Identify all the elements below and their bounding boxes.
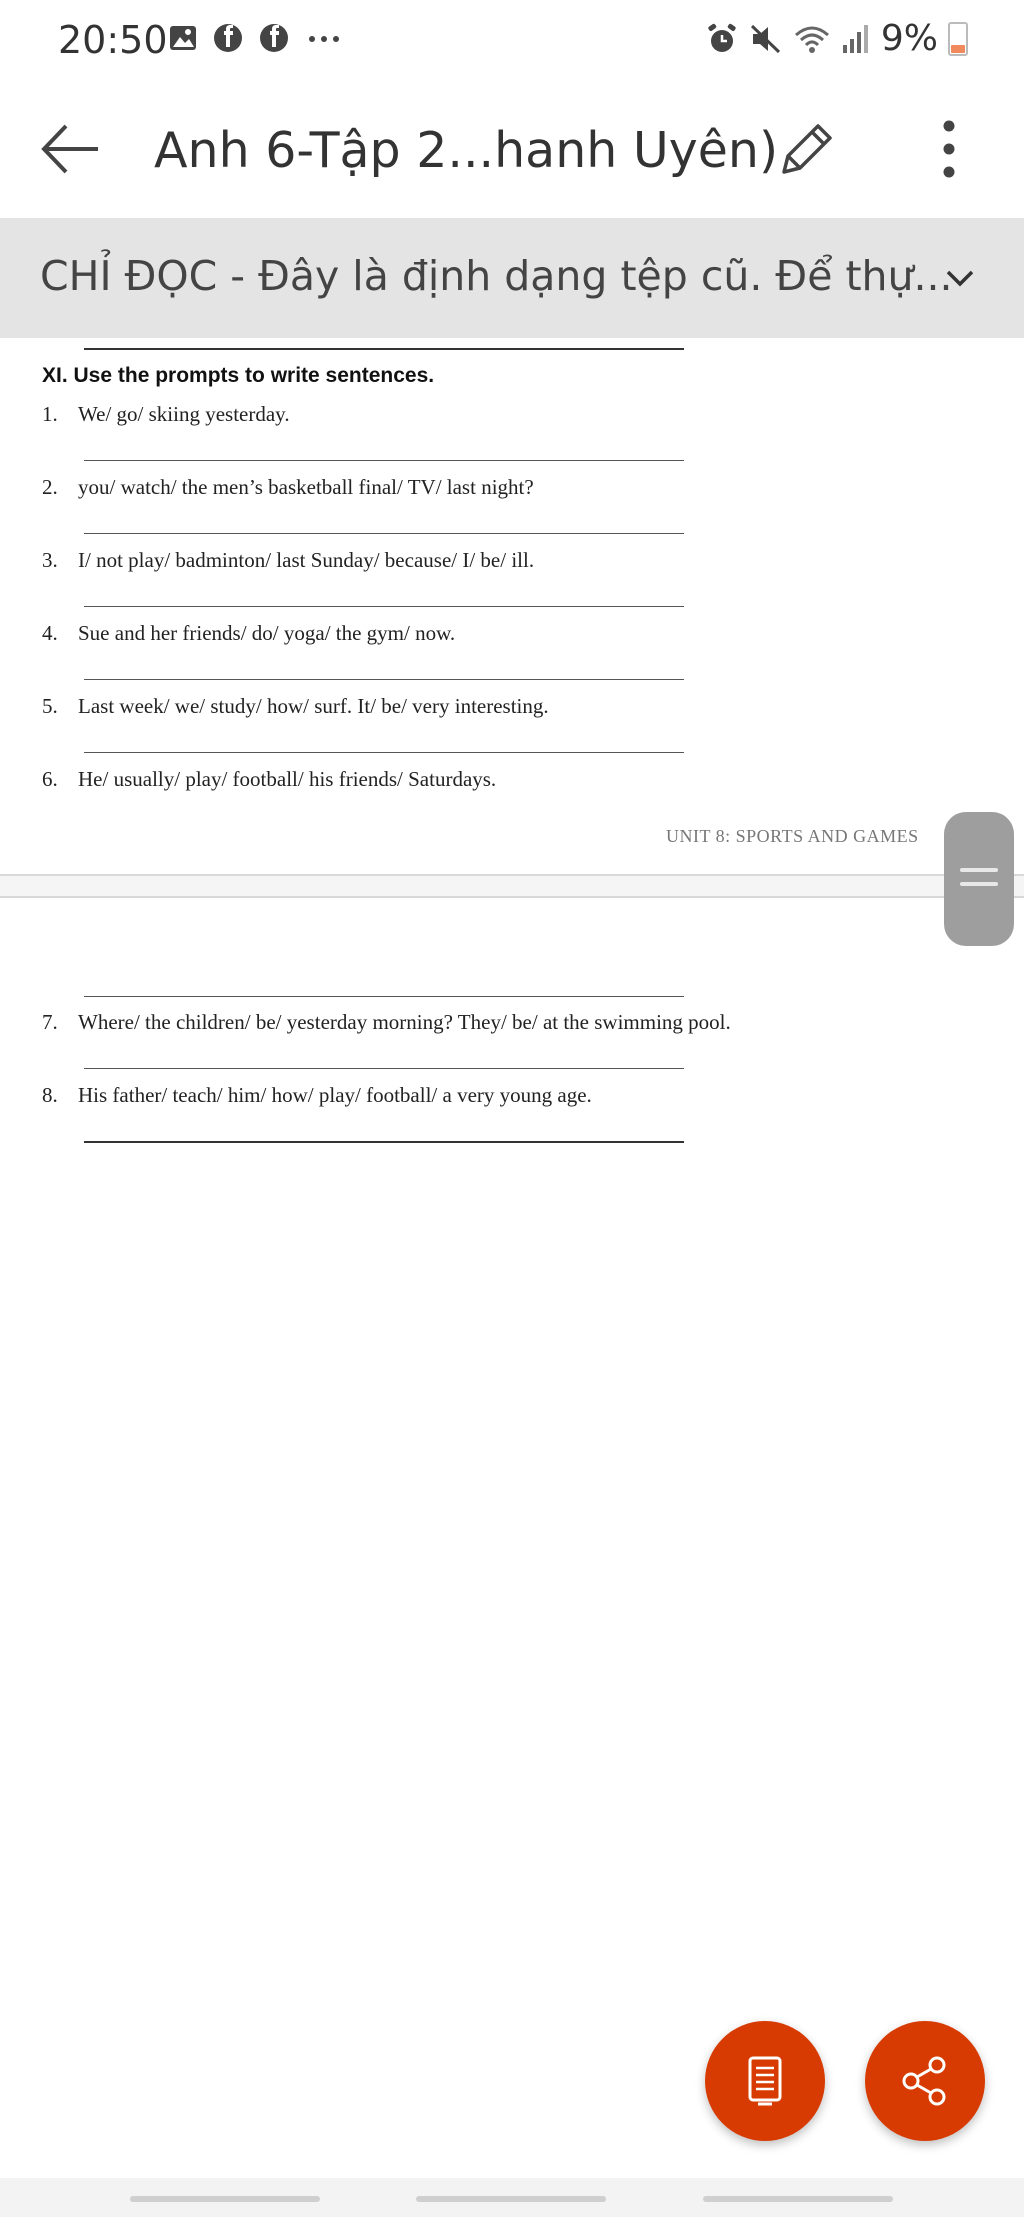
battery-icon (948, 22, 968, 56)
nav-recents[interactable] (130, 2196, 320, 2202)
read-only-banner[interactable] (0, 218, 1024, 338)
section-title: XI. Use the prompts to write sentences. (42, 364, 435, 387)
exercise-item (42, 402, 290, 427)
banner-text: CHỈ ĐỌC - Đây là định dạng tệp cũ. Để thự... (40, 252, 953, 300)
answer-line (84, 460, 684, 461)
exercise-item (42, 621, 455, 646)
system-icons (705, 18, 968, 59)
answer-line (84, 1068, 684, 1069)
item-number: 4. (42, 621, 58, 645)
item-text: Last week/ we/ study/ how/ surf. It/ be/ very interesting. (78, 694, 549, 718)
item-number: 1. (42, 402, 58, 426)
chevron-down-icon (930, 248, 990, 308)
signal-icon (841, 23, 871, 55)
facebook-icon (212, 22, 244, 54)
item-number: 8. (42, 1083, 58, 1107)
exercise-item (42, 1010, 731, 1035)
system-nav-bar (0, 2178, 1024, 2217)
more-dots-icon (304, 23, 344, 53)
banner-expand-button[interactable] (930, 248, 990, 308)
facebook-icon (258, 22, 290, 54)
exercise-item (42, 767, 496, 792)
scroll-handle[interactable] (944, 812, 1014, 946)
reading-view-button[interactable] (705, 2021, 825, 2141)
page-footer: UNIT 8: SPORTS AND GAMES (666, 826, 919, 846)
handle-grip-line (960, 882, 998, 886)
handle-grip-line (960, 868, 998, 872)
item-number: 3. (42, 548, 58, 572)
answer-line (84, 606, 684, 607)
answer-line (84, 533, 684, 534)
battery-percent: 9% (880, 18, 938, 59)
answer-line (84, 1141, 684, 1143)
reading-view-icon (738, 2054, 792, 2108)
item-text: His father/ teach/ him/ how/ play/ football/ a very young age. (78, 1083, 592, 1107)
nav-home[interactable] (416, 2196, 606, 2202)
share-button[interactable] (865, 2021, 985, 2141)
nav-back[interactable] (703, 2196, 893, 2202)
gallery-icon (168, 23, 198, 53)
answer-line (84, 348, 684, 350)
exercise-item (42, 694, 549, 719)
share-icon (897, 2053, 953, 2109)
app-bar (0, 84, 1024, 218)
item-text: We/ go/ skiing yesterday. (78, 402, 290, 426)
answer-line (84, 679, 684, 680)
more-vertical-icon (914, 114, 984, 184)
item-number: 5. (42, 694, 58, 718)
notification-icons (168, 22, 344, 54)
item-text: I/ not play/ badminton/ last Sunday/ because/ I/ be/ ill. (78, 548, 535, 572)
item-text: He/ usually/ play/ football/ his friends/ Saturdays. (78, 767, 497, 791)
item-text: you/ watch/ the men’s basketball final/ TV/ last night? (78, 475, 534, 499)
exercise-item (42, 548, 534, 573)
edit-button[interactable] (770, 114, 840, 184)
pencil-icon (770, 114, 840, 184)
page-separator (0, 874, 1024, 898)
wifi-icon (793, 23, 831, 55)
item-number: 7. (42, 1010, 58, 1034)
answer-line (84, 752, 684, 753)
item-text: Sue and her friends/ do/ yoga/ the gym/ now. (78, 621, 456, 645)
document-view[interactable] (0, 338, 1024, 2178)
document-title: Anh 6-Tập 2...hanh Uyên) (154, 122, 779, 179)
exercise-item (42, 475, 534, 500)
back-button[interactable] (36, 114, 106, 184)
mute-icon (749, 22, 783, 56)
item-number: 2. (42, 475, 58, 499)
status-time: 20:50 (58, 18, 168, 62)
item-text: Where/ the children/ be/ yesterday morning? They/ be/ at the swimming pool. (78, 1010, 731, 1034)
answer-line (84, 996, 684, 997)
alarm-icon (705, 22, 739, 56)
more-options-button[interactable] (914, 114, 984, 184)
status-bar (0, 0, 1024, 84)
arrow-left-icon (36, 114, 106, 184)
item-number: 6. (42, 767, 58, 791)
exercise-item (42, 1083, 592, 1108)
